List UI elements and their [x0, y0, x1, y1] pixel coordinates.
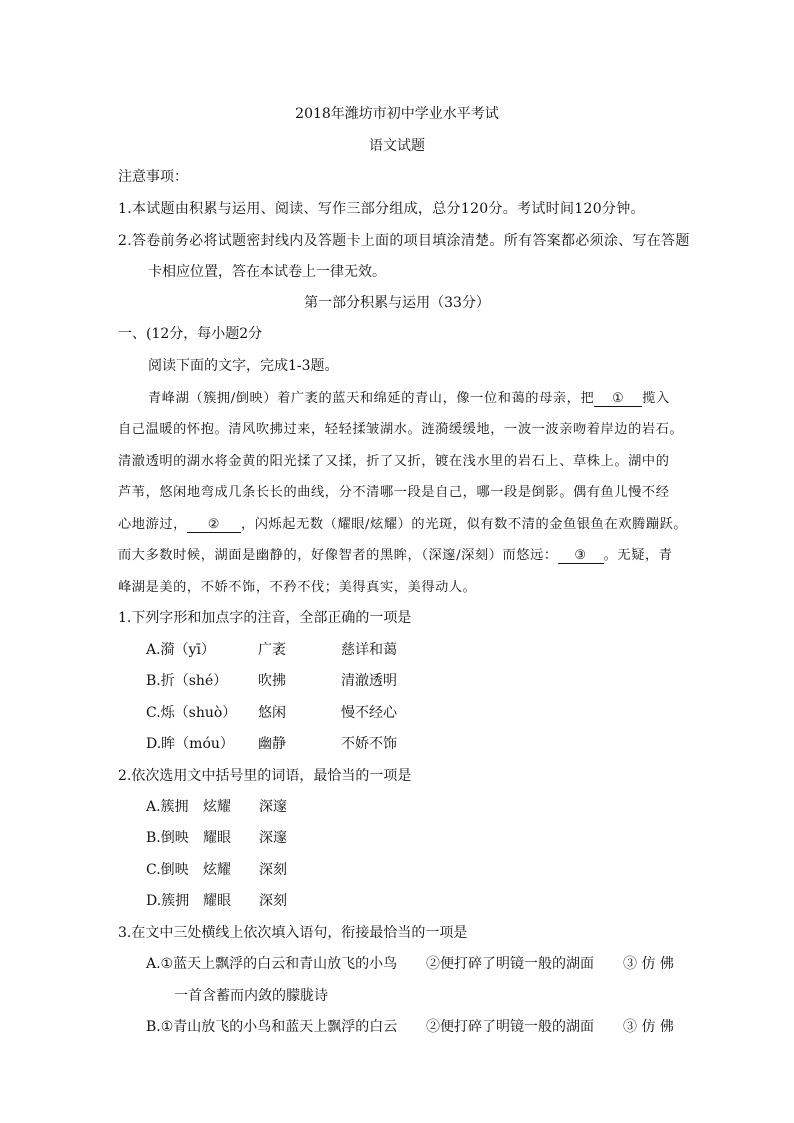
q1-option-a-label[interactable]: A.漪（yī）	[146, 642, 215, 658]
reading-instruction: 阅读下面的文字，完成1-3题。	[148, 358, 339, 374]
q3-option-a-part2: ②便打碎了明镜一般的湖面	[426, 956, 594, 972]
q3-option-a-part1[interactable]: A.①蓝天上飘浮的白云和青山放飞的小鸟	[146, 956, 398, 972]
notice-label: 注意事项：	[118, 169, 188, 185]
q3-option-a-part3: ③ 仿 佛	[623, 956, 674, 972]
q1-option-d-word2: 不娇不饰	[341, 736, 397, 752]
passage-line-7: 峰湖是美的，不娇不饰，不矜不伐；美得真实，美得动人。	[118, 580, 477, 595]
passage-text: ，闪烁起无数（耀眼/炫耀）的光斑，似有数不清的金鱼银鱼在欢腾蹦跃。	[240, 517, 688, 532]
passage-text: 心地游过，	[118, 517, 187, 532]
passage-text: 。无疑，青	[603, 548, 673, 563]
q1-option-c-word2: 慢不经心	[341, 705, 397, 721]
q3-option-b-part2: ②便打碎了明镜一般的湖面	[426, 1019, 594, 1035]
q2-option-c-word1[interactable]: C.倒映	[146, 862, 189, 878]
section-title: 第一部分积累与运用（33分）	[304, 295, 490, 311]
blank-2: ②	[187, 517, 241, 533]
q2-option-a-word2: 炫耀	[203, 799, 231, 815]
blank-1: ①	[594, 391, 642, 407]
exam-subtitle: 语文试题	[369, 138, 425, 154]
q2-option-a-word3: 深邃	[259, 799, 287, 815]
question-group-header: 一、(12分，每小题2分	[118, 326, 263, 342]
q2-option-c-word2: 炫耀	[203, 862, 231, 878]
q2-option-c-word3: 深刻	[259, 862, 287, 878]
q2-option-b-word2: 耀眼	[203, 830, 231, 846]
notice-item-2: 2.答卷前务必将试题密封线内及答题卡上面的项目填涂清楚。所有答案都必须涂、写在答题	[118, 233, 690, 249]
q1-option-a-word1: 广袤	[258, 642, 286, 658]
q1-option-b-label[interactable]: B.折（shé）	[146, 673, 228, 689]
q1-option-b-word1: 吹拂	[258, 673, 286, 689]
q1-option-c-label[interactable]: C.烁（shuò）	[146, 705, 237, 721]
passage-text: 青峰湖（簇拥/倒映）着广袤的蓝天和绵延的青山，像一位和蔼的母亲，把	[148, 391, 595, 406]
q1-option-d-word1: 幽静	[258, 736, 286, 752]
q2-option-b-word3: 深邃	[259, 830, 287, 846]
passage-text: 揽入	[642, 391, 670, 406]
question-3-stem: 3.在文中三处横线上依次填入语句，衔接最恰当的一项是	[118, 925, 468, 941]
passage-line-5	[118, 513, 687, 533]
passage-line-3: 清澈透明的湖水将金黄的阳光揉了又揉，折了又折，镀在浅水里的岩石上、草株上。湖中的	[118, 454, 670, 469]
q1-option-a-word2: 慈详和蔼	[341, 642, 397, 658]
notice-item-1: 1.本试题由积累与运用、阅读、写作三部分组成，总分120分。考试时间120分钟。	[118, 201, 645, 217]
q1-option-b-word2: 清澈透明	[341, 673, 397, 689]
passage-line-4: 芦苇，悠闲地弯成几条长长的曲线，分不清哪一段是自己，哪一段是倒影。偶有鱼儿慢不经	[118, 485, 670, 500]
exam-title: 2018年潍坊市初中学业水平考试	[295, 106, 499, 122]
passage-line-1	[148, 387, 670, 407]
q2-option-d-word2: 耀眼	[203, 893, 231, 909]
notice-item-2-cont: 卡相应位置，答在本试卷上一律无效。	[148, 264, 386, 280]
q2-option-d-word3: 深刻	[259, 893, 287, 909]
passage-line-2: 自己温暖的怀抱。清风吹拂过来，轻轻揉皱湖水。涟漪缓缓地，一波一波亲吻着岸边的岩石。	[118, 422, 684, 437]
question-2-stem: 2.依次选用文中括号里的词语，最恰当的一项是	[118, 768, 412, 784]
q3-option-b-part3: ③ 仿 佛	[623, 1019, 674, 1035]
q2-option-d-word1[interactable]: D.簇拥	[146, 893, 190, 909]
passage-text: 而大多数时候，湖面是幽静的，好像智者的黑眸，（深邃/深刻）而悠远：	[118, 548, 558, 563]
q3-option-b-part1[interactable]: B.①青山放飞的小鸟和蓝天上飘浮的白云	[146, 1019, 398, 1035]
question-1-stem: 1.下列字形和加点字的注音，全部正确的一项是	[118, 610, 412, 626]
q3-option-a-cont: 一首含蓄而内敛的朦胧诗	[174, 988, 328, 1004]
q2-option-b-word1[interactable]: B.倒映	[146, 830, 189, 846]
q1-option-d-label[interactable]: D.眸（móu）	[146, 736, 234, 752]
blank-3: ③	[558, 548, 604, 564]
q2-option-a-word1[interactable]: A.簇拥	[146, 799, 189, 815]
passage-line-6	[118, 544, 673, 564]
q1-option-c-word1: 悠闲	[258, 705, 286, 721]
